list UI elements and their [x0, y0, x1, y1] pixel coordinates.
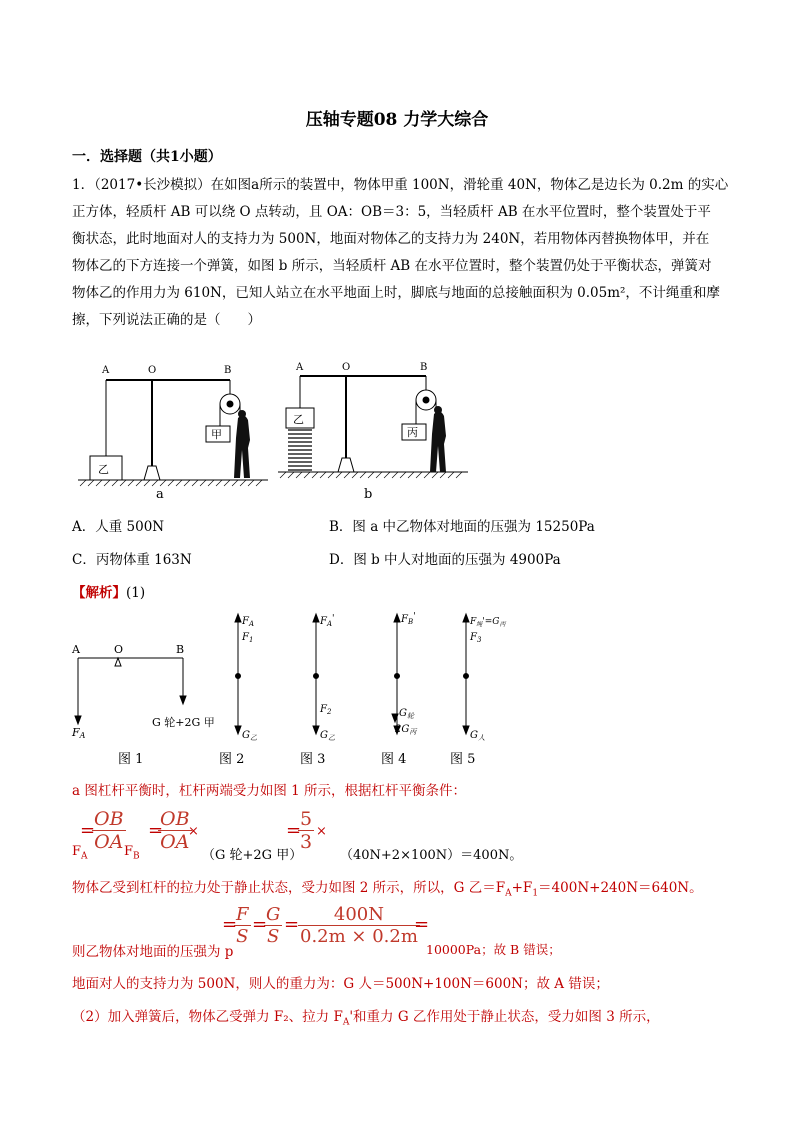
fig5-top-tail: '=G	[482, 617, 500, 627]
question-line: 物体乙的作用力为 610N，已知人站立在水平地面上时，脚底与地面的总接触面积为 0.05m²，不计绳重和摩	[72, 285, 720, 301]
analysis-line-1: a 图杠杆平衡时，杠杆两端受力如图 1 所示，根据杠杆平衡条件：	[72, 783, 467, 799]
fig1-fa: F	[72, 726, 80, 739]
svg-text:G轮	[399, 708, 415, 720]
fig3-top-sup: '	[332, 614, 335, 624]
fig-caption-5: 图 5	[450, 752, 476, 767]
analysis-line-2	[72, 876, 703, 899]
fig3-top-sub: A	[326, 620, 333, 628]
eq2-frac2	[264, 904, 282, 947]
question-line: 1．（2017•长沙模拟）在如图a所示的装置中，物体甲重 100N，滑轮重 40N，物体乙是边长为 0.2m 的实心	[72, 177, 729, 193]
question-text	[72, 172, 728, 334]
fig-b-label-b: B	[420, 362, 428, 373]
eq1-eq2: =	[148, 820, 164, 841]
svg-text:F1	[241, 632, 253, 644]
line2-sub2: 1	[532, 888, 539, 899]
fig-caption-4: 图 4	[381, 752, 407, 767]
line2-main: 物体乙受到杠杆的拉力处于静止状态，受力如图 2 所示，所以，G 乙＝F	[72, 880, 506, 896]
analysis-line-3: 地面对人的支持力为 500N，则人的重力为：G 人＝500N+100N＝600N；故 A 错误；	[72, 976, 609, 992]
line4-main: （2）加入弹簧后，物体乙受弹力 F₂、拉力 F	[72, 1009, 343, 1025]
svg-text:G人	[470, 730, 485, 742]
fig-a-box-jia: 甲	[211, 428, 222, 441]
fig4-top: F	[401, 614, 408, 625]
eq2-frac1	[234, 904, 251, 947]
question-line: 物体乙的下方连接一个弹簧，如图 b 所示，当轻质杆 AB 在水平位置时，整个装置仍处于平衡状态，弹簧对	[72, 258, 712, 274]
fig4-g1: G	[399, 708, 407, 719]
svg-text:F2	[319, 704, 332, 716]
fig1-label-a: A	[72, 643, 80, 656]
eq1-lhs-sub: A	[81, 851, 88, 862]
eq1-frac1-num: OB	[94, 808, 124, 830]
fig5-top-tail-sub: 丙	[499, 621, 506, 628]
option-a: A．人重 500N	[72, 519, 165, 535]
fig5-f3: F	[470, 632, 477, 643]
fig-b-label-o: O	[342, 362, 351, 373]
eq1-frac2-num: OB	[160, 808, 190, 830]
analysis-tag: 【解析】	[72, 585, 126, 601]
figure-b	[278, 362, 478, 502]
line2-sub: A	[505, 888, 512, 899]
figure-a-caption: a	[156, 487, 164, 502]
eq1-frac2-den: OA	[160, 831, 190, 853]
line2-tail: +F	[511, 880, 533, 896]
section-heading: 一．选择题（共1小题）	[72, 149, 222, 165]
fig2-f1: F	[242, 632, 249, 643]
svg-text:G乙	[242, 730, 257, 742]
fig4-top-sub: B	[407, 618, 414, 626]
question-line: 衡状态，此时地面对人的支持力为 500N，地面对物体乙的支持力为 240N，若用物体丙替换物体甲，并在	[72, 231, 710, 247]
analysis-figure-4	[387, 610, 447, 745]
fig-a-label-a: A	[102, 365, 110, 376]
eq1-times2: ×	[316, 824, 327, 839]
eq2-f2-den: S	[267, 926, 280, 947]
eq2-f1-num: F	[236, 904, 249, 925]
fig3-top: F	[320, 616, 327, 627]
svg-text:F绳'=G丙	[469, 617, 506, 628]
eq1-mid-sub: B	[133, 851, 140, 862]
fig4-g2-sub: 丙	[409, 728, 417, 736]
fig-a-label-o: O	[148, 365, 157, 376]
fig4-top-sup: '	[413, 612, 416, 622]
eq1-eq3: =	[286, 820, 302, 841]
fig3-f2-sub: 2	[326, 708, 332, 716]
fig5-top-sub: 绳	[476, 621, 483, 628]
question-line: 正方体，轻质杆 AB 可以绕 O 点转动，且 OA：OB＝3：5，当轻质杆 AB 在水平位置时，整个装置处于平	[72, 204, 711, 220]
svg-text:FB'	[400, 612, 416, 626]
eq2-frac3	[298, 904, 420, 947]
analysis-part1: (1)	[126, 585, 146, 601]
line2-end: ＝400N+240N＝640N。	[538, 880, 703, 896]
eq1-frac3-num: 5	[300, 808, 313, 830]
fig-b-box-bing: 丙	[407, 426, 418, 439]
svg-text:G乙	[320, 730, 335, 742]
eq1-frac1-den: OA	[94, 831, 124, 853]
fig5-bottom-sub: 人	[478, 734, 485, 742]
svg-text:2G丙	[394, 724, 417, 736]
eq1-mid: F	[124, 844, 134, 859]
fig4-g2: 2G	[395, 724, 410, 735]
fig2-top: F	[242, 616, 249, 627]
fig4-g1-sub: 轮	[407, 712, 414, 720]
fig1-g: G 轮+2G 甲	[152, 716, 215, 729]
fig-caption-1: 图 1	[118, 752, 144, 767]
analysis-heading	[72, 581, 145, 601]
figure-b-caption: b	[364, 487, 373, 502]
fig2-f1-sub: 1	[248, 636, 254, 644]
fig-caption-2: 图 2	[219, 752, 245, 767]
fig1-label-o: O	[114, 643, 124, 656]
fig-b-box-yi: 乙	[293, 413, 304, 426]
eq2-tail: 10000Pa；故 B 错误；	[426, 942, 561, 957]
eq2-f3-den: 0.2m × 0.2m	[300, 926, 418, 947]
eq1-paren: （G 轮+2G 甲）	[202, 848, 303, 863]
eq1-tail: （40N+2×100N）＝400N。	[340, 848, 523, 863]
eq1-lhs: F	[72, 844, 82, 859]
option-c: C．丙物体重 163N	[72, 552, 192, 568]
question-line: 擦，下列说法正确的是（ ）	[72, 312, 261, 328]
svg-text:FA'	[319, 614, 335, 628]
option-d: D．图 b 中人对地面的压强为 4900Pa	[329, 552, 561, 568]
analysis-figure-5	[456, 610, 546, 745]
svg-text:FA	[241, 616, 254, 628]
equation-lever	[72, 808, 712, 863]
analysis-figure-1	[68, 640, 228, 740]
eq2-prefix: 则乙物体对地面的压强为 p	[72, 944, 234, 960]
svg-text:FA	[71, 726, 86, 740]
fig-b-label-a: A	[296, 362, 304, 373]
eq2-f1-den: S	[236, 926, 249, 947]
eq2-f3-num: 400N	[298, 904, 420, 926]
figure-a	[78, 362, 278, 502]
page-title: 压轴专题08 力学大综合	[305, 110, 489, 130]
fig2-bottom-sub: 乙	[250, 734, 257, 742]
equation-pressure: 则乙物体对地面的压强为 p = $\frac{F}{S}$ = $\frac{G}{S}$ = $\frac{400N}{0.2m \times 0.2m}$ = 10000Pa；故 B 错误；	[72, 904, 561, 960]
eq1-frac3	[298, 808, 314, 853]
eq1-eq: =	[80, 820, 96, 841]
fig1-fa-sub: A	[79, 731, 86, 740]
eq1-frac1	[92, 808, 126, 853]
fig3-f2: F	[320, 704, 327, 715]
fig5-top: F	[470, 617, 477, 627]
eq2-f2-num: G	[266, 904, 281, 925]
fig2-bottom: G	[242, 730, 250, 741]
eq1-times1: ×	[188, 824, 199, 839]
line4-tail: '和重力 G 乙作用处于静止状态，受力如图 3 所示，	[349, 1009, 660, 1025]
fig2-top-sub: A	[248, 620, 255, 628]
line4-sub: A	[342, 1017, 350, 1028]
fig3-bottom: G	[320, 730, 328, 741]
option-b: B．图 a 中乙物体对地面的压强为 15250Pa	[329, 519, 595, 535]
svg-text:F3	[469, 632, 482, 644]
analysis-figure-2	[228, 610, 288, 745]
fig1-label-b: B	[176, 643, 185, 656]
fig5-f3-sub: 3	[476, 636, 482, 644]
fig5-bottom: G	[470, 730, 478, 741]
analysis-figure-3	[306, 610, 366, 745]
eq1-frac2	[158, 808, 192, 853]
analysis-line-4	[72, 1005, 660, 1028]
fig-a-box-yi: 乙	[98, 463, 109, 476]
fig-a-label-b: B	[224, 365, 232, 376]
eq1-frac3-den: 3	[300, 831, 313, 853]
fig3-bottom-sub: 乙	[328, 734, 335, 742]
fig-caption-3: 图 3	[300, 752, 326, 767]
